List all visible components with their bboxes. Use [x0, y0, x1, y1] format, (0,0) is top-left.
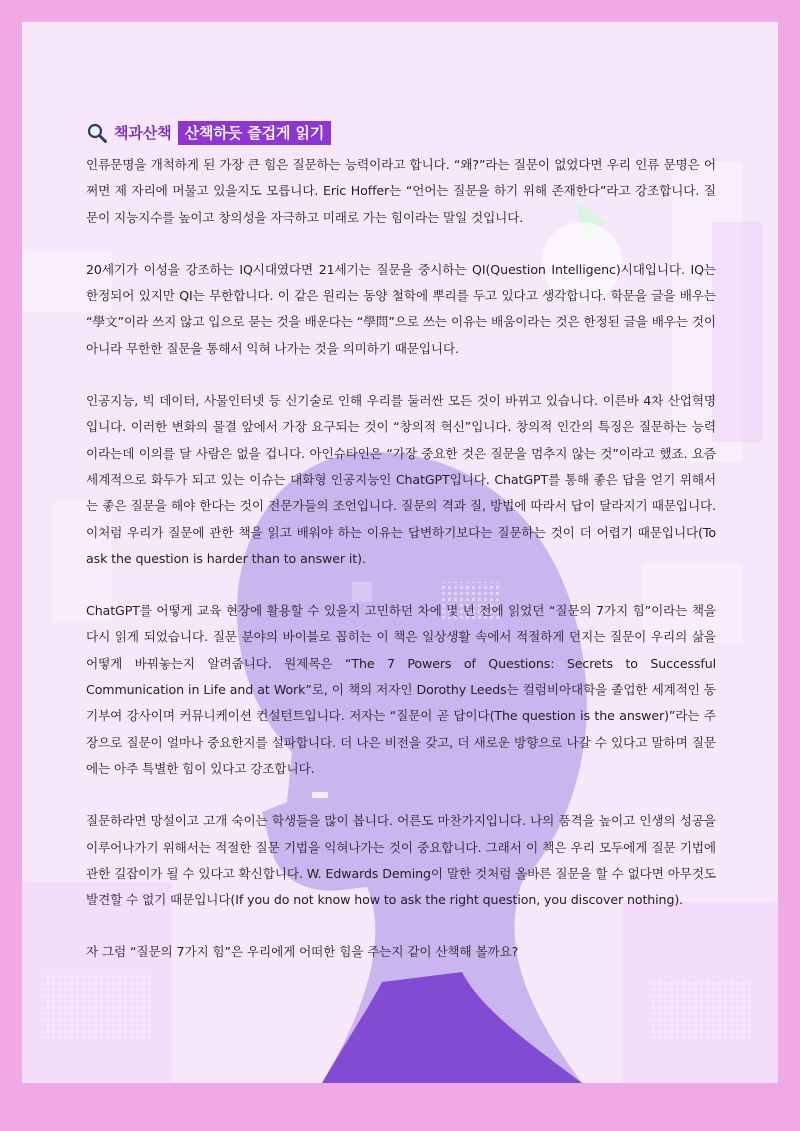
section-tag: 산책하듯 즐겁게 읽기: [178, 121, 332, 145]
magnifier-icon: [86, 122, 108, 144]
paragraph-4: ChatGPT를 어떻게 교육 현장에 활용할 수 있을지 고민하던 차에 몇 년 전에 읽었던 “질문의 7가지 힘”이라는 책을 다시 읽게 되었습니다. 질문 분야의 바이블로 꼽히는 이 책은 일상생활 속에서 적절하게 던지는 질문이 우리의 삶을 어떻게 바꿔놓는지 알려줍니다. 원제목은 “The 7 Powers of Questions: Secrets to Successful Communication in Life and at Work”로, 이 책의 저자인 Dorothy Leeds는 컬럼비아대학을 졸업한 세계적인 동기부여 강사이며 커뮤니케이션 컨설턴트입니다. 저자는 “질문이 곧 답이다(The question is the answer)”라는 주장으로 질문이 얼마나 중요한지를 설파합니다. 더 나은 비전을 갖고, 더 새로운 방향으로 나갈 수 있다고 말하며 질문에는 아주 특별한 힘이 있다고 강조합니다.: [86, 603, 716, 776]
paragraph-2: 20세기가 이성을 강조하는 IQ시대였다면 21세기는 질문을 중시하는 QI(Question Intelligenc)시대입니다. IQ는 한정되어 있지만 QI는 무한합니다. 이 같은 원리는 동양 철학에 뿌리를 두고 있다고 생각합니다. 학문을 글을 배우는 “學文”이라 쓰지 않고 입으로 묻는 것을 배운다는 “學問”으로 쓰는 이유는 배움이라는 것은 한정된 글을 배우는 것이 아니라 무한한 질문을 통해서 익혀 나가는 것을 의미하기 때문입니다.: [86, 261, 716, 356]
paragraph-5: 질문하라면 망설이고 고개 숙이는 학생들을 많이 봅니다. 어른도 마찬가지입니다. 나의 품격을 높이고 인생의 성공을 이루어나가기 위해서는 적절한 질문 기법을 익혀나가는 것이 중요합니다. 그래서 이 책은 우리 모두에게 질문 기법에 관한 길잡이가 될 수 있다고 확신합니다. W. Edwards Deming이 말한 것처럼 올바른 질문을 할 수 없다면 아무것도 발견할 수 없기 때문입니다(If you do not know how to ask the right question, you discover nothing).: [86, 813, 716, 908]
brand-label: 책과산책: [114, 123, 172, 142]
paragraph-3: 인공지능, 빅 데이터, 사물인터넷 등 신기술로 인해 우리를 둘러싼 모든 것이 바뀌고 있습니다. 이른바 4차 산업혁명입니다. 이러한 변화의 물결 앞에서 가장 요구되는 것이 “창의적 혁신”입니다. 창의적 인간의 특징은 질문하는 능력이라는데 이의를 달 사람은 없을 겁니다. 아인슈타인은 “가장 중요한 것은 질문을 멈추지 않는 것”이라고 했죠. 요즘 세계적으로 화두가 되고 있는 이슈는 대화형 인공지능인 ChatGPT입니다. ChatGPT를 통해 좋은 답을 얻기 위해서는 좋은 질문을 해야 한다는 것이 전문가들의 조언입니다. 질문의 격과 질, 방법에 따라서 답이 달라지기 때문입니다. 이처럼 우리가 질문에 관한 책을 읽고 배워야 하는 이유는 답변하기보다는 질문하는 것이 더 어렵기 때문입니다(To ask the question is harder than to answer it).: [86, 393, 716, 566]
article-body: [86, 120, 716, 966]
section-heading: [86, 120, 716, 146]
paragraph-1: 인류문명을 개척하게 된 가장 큰 힘은 질문하는 능력이라고 합니다. “왜?”라는 질문이 없었다면 우리 인류 문명은 어쩌면 제 자리에 머물고 있을지도 모릅니다. Eric Hoffer는 “언어는 질문을 하기 위해 존재한다”라고 강조합니다. 질문이 지능지수를 높이고 창의성을 자극하고 미래로 가는 힘이라는 말일 것입니다.: [86, 157, 716, 225]
paragraph-6: 자 그럼 “질문의 7가지 힘”은 우리에게 어떠한 힘을 주는지 같이 산책해 볼까요?: [86, 944, 519, 960]
page-sheet: [22, 22, 778, 1083]
